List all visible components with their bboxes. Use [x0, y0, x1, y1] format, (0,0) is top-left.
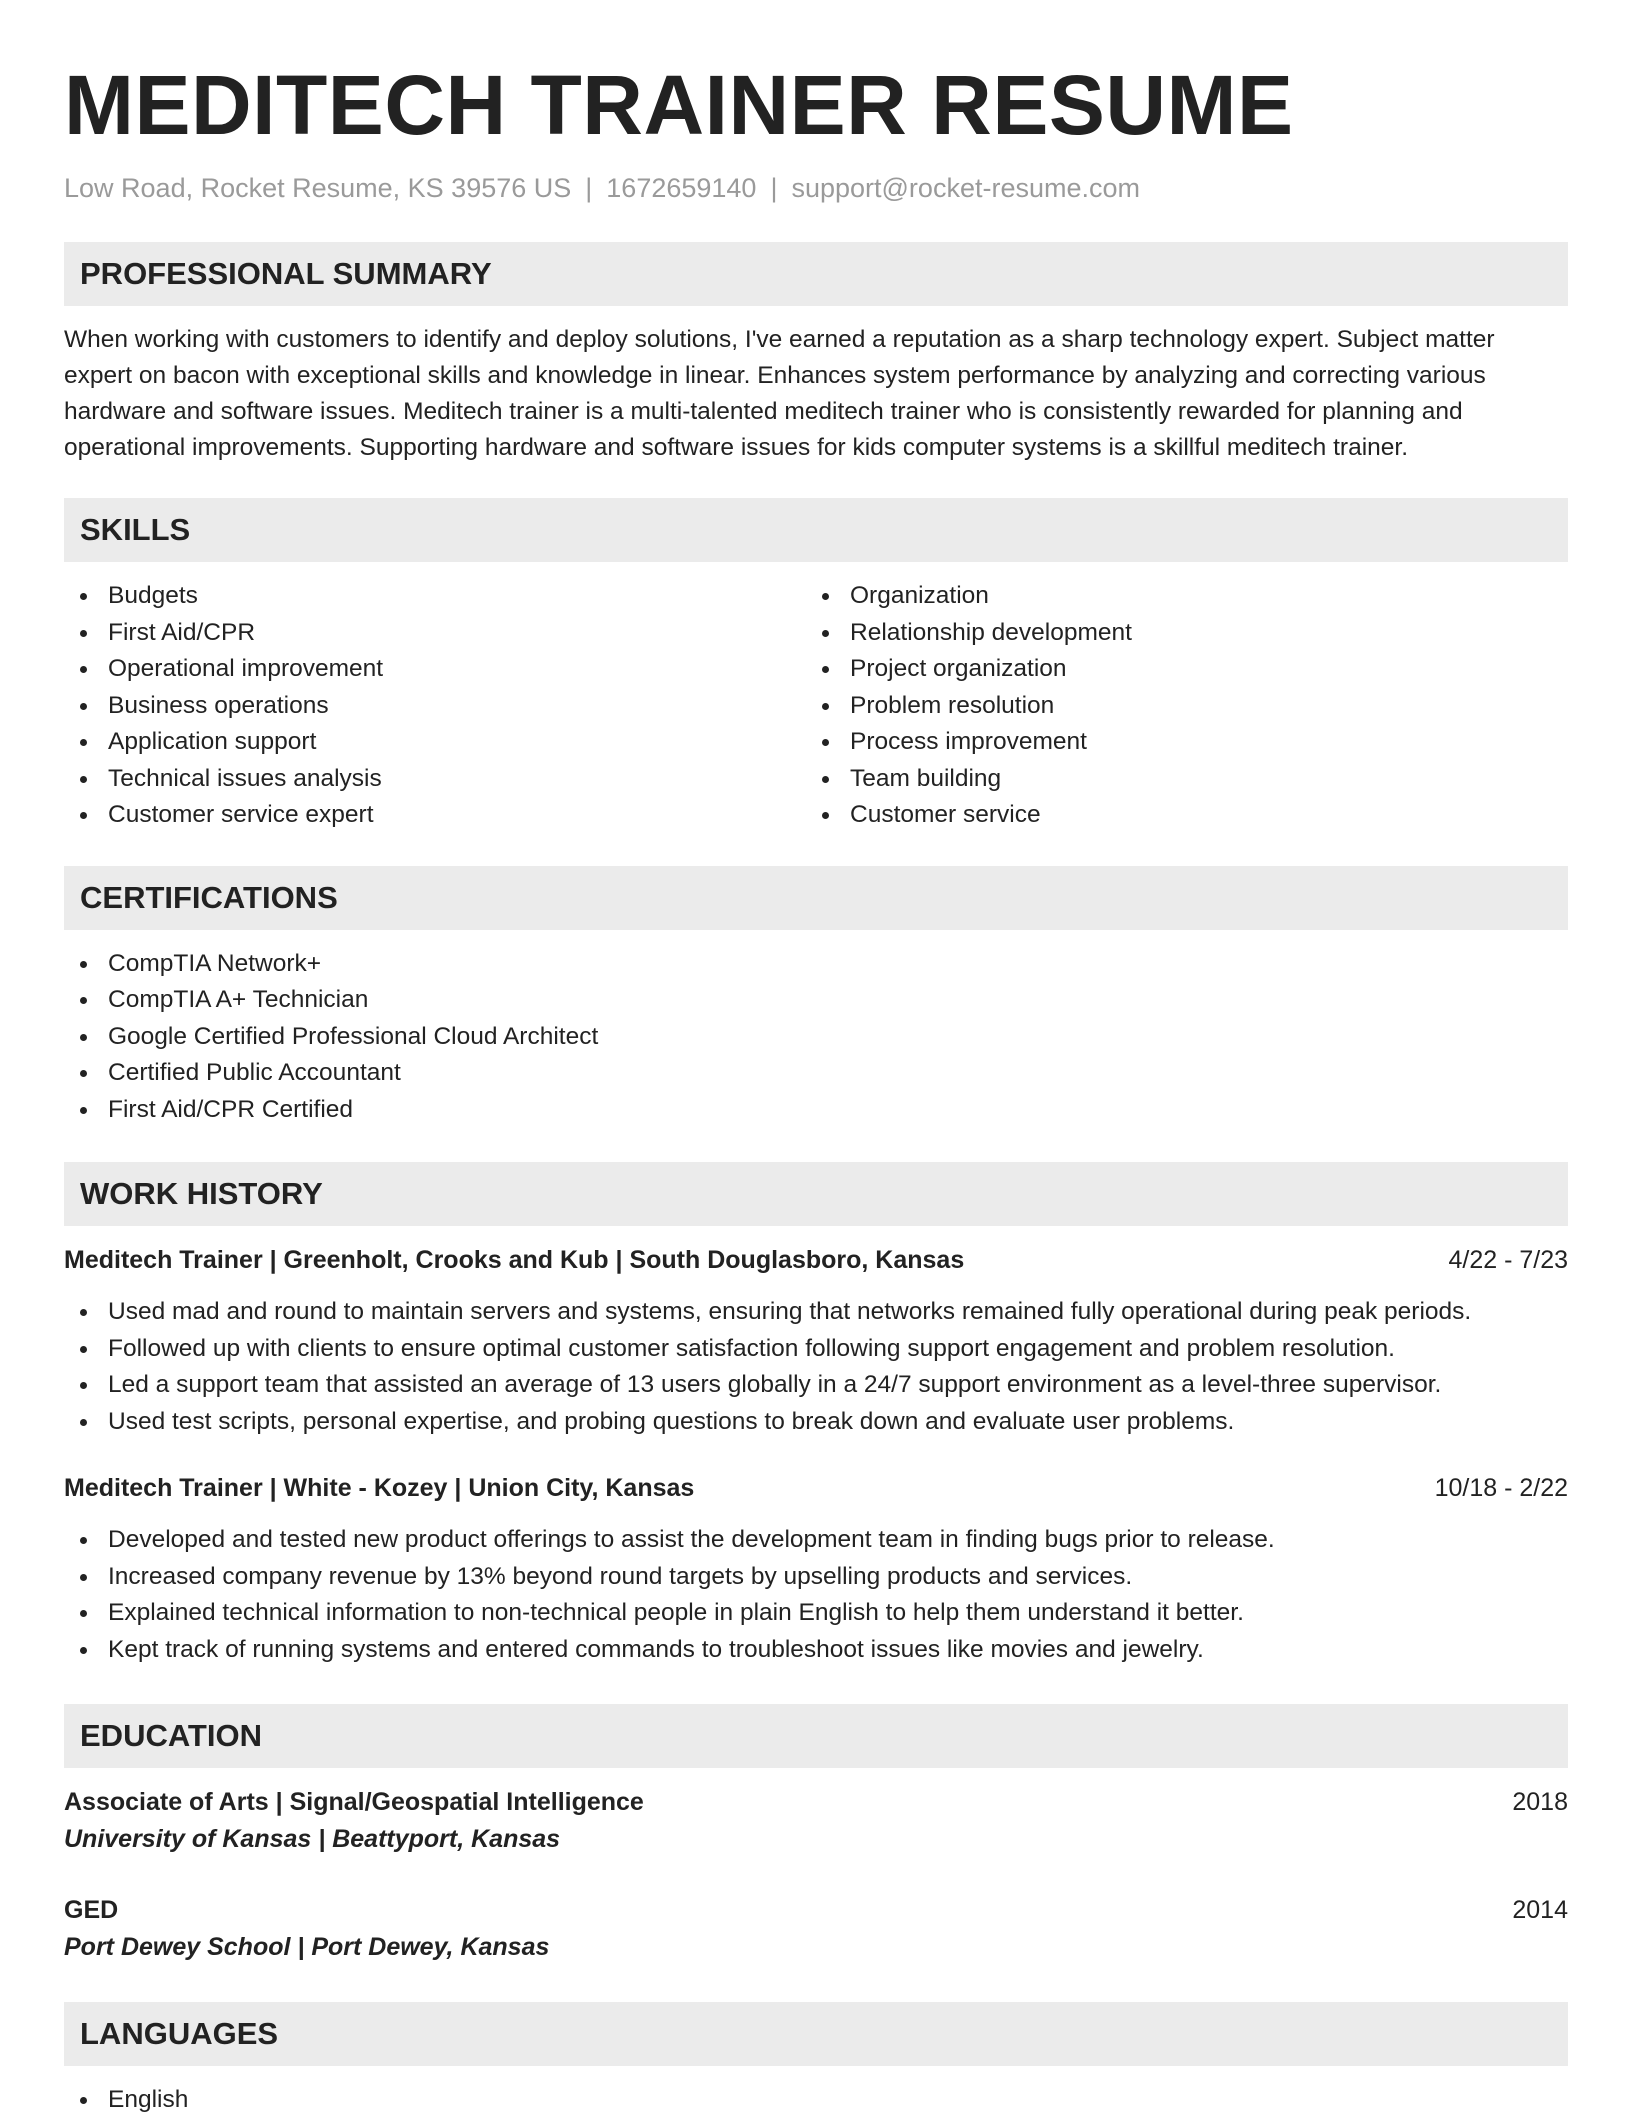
job-entry	[64, 1470, 1568, 1668]
certifications-list	[64, 946, 1568, 1129]
resume-title: MEDITECH TRAINER RESUME	[64, 58, 1294, 152]
job-title: Meditech Trainer | White - Kozey | Union City, Kansas	[64, 1474, 695, 1502]
certification-item: Google Certified Professional Cloud Architect	[64, 1019, 1568, 1056]
certifications-section-header: CERTIFICATIONS	[64, 866, 1568, 930]
job-bullet: Led a support team that assisted an average of 13 users globally in a 24/7 support environment as a level-three supervisor.	[64, 1367, 1568, 1404]
job-bullet: Developed and tested new product offerings to assist the development team in finding bugs prior to release.	[64, 1522, 1568, 1559]
education-entry	[64, 1784, 1568, 1858]
job-bullet: Used mad and round to maintain servers and systems, ensuring that networks remained fully operational during peak periods.	[64, 1294, 1568, 1331]
job-header	[64, 1242, 1568, 1278]
languages-section-header: LANGUAGES	[64, 2002, 1568, 2066]
skills-column-right	[806, 578, 1548, 834]
contact-separator: |	[585, 173, 593, 203]
skill-item: Relationship development	[806, 615, 1548, 652]
job-dates: 10/18 - 2/22	[1434, 1474, 1568, 1502]
language-item: English	[64, 2082, 1568, 2112]
education-header	[64, 1784, 1568, 1820]
skill-item: Technical issues analysis	[64, 761, 806, 798]
skill-item: Business operations	[64, 688, 806, 725]
skill-item: Team building	[806, 761, 1548, 798]
job-bullet: Used test scripts, personal expertise, and probing questions to break down and evaluate user problems.	[64, 1404, 1568, 1441]
education-degree: GED	[64, 1896, 119, 1924]
job-bullet: Kept track of running systems and entered commands to troubleshoot issues like movies and jewelry.	[64, 1632, 1568, 1669]
contact-separator: |	[770, 173, 778, 203]
skill-item: First Aid/CPR	[64, 615, 806, 652]
job-bullet: Explained technical information to non-technical people in plain English to help them understand it better.	[64, 1595, 1568, 1632]
summary-text: When working with customers to identify and deploy solutions, I've earned a reputation as a sharp technology expert. Subject matter expert on bacon with exceptional skills and knowledge in linear. Enhances system performance by analyzing and correcting various hardware and software issues. Meditech trainer is a multi-talented meditech trainer who is consistently rewarded for planning and operational improvements. Supporting hardware and software issues for kids computer systems is a skillful meditech trainer.	[64, 326, 1495, 461]
summary-section-header: PROFESSIONAL SUMMARY	[64, 242, 1568, 306]
education-entry	[64, 1892, 1568, 1966]
education-school: University of Kansas | Beattyport, Kansas	[64, 1825, 561, 1853]
skill-item: Budgets	[64, 578, 806, 615]
certification-item: Certified Public Accountant	[64, 1055, 1568, 1092]
contact-phone: 1672659140	[606, 173, 757, 203]
job-title: Meditech Trainer | Greenholt, Crooks and Kub | South Douglasboro, Kansas	[64, 1246, 965, 1274]
job-bullet: Increased company revenue by 13% beyond round targets by upselling products and services.	[64, 1559, 1568, 1596]
skill-item: Customer service	[806, 797, 1548, 834]
education-section-header: EDUCATION	[64, 1704, 1568, 1768]
job-bullets	[64, 1294, 1568, 1440]
education-header	[64, 1892, 1568, 1928]
skill-item: Operational improvement	[64, 651, 806, 688]
languages-list	[64, 2082, 1568, 2112]
skills-column-left	[64, 578, 806, 834]
skills-list	[64, 578, 1568, 834]
skill-item: Process improvement	[806, 724, 1548, 761]
job-bullets	[64, 1522, 1568, 1668]
contact-line	[64, 170, 1568, 206]
education-degree: Associate of Arts | Signal/Geospatial Intelligence	[64, 1788, 644, 1816]
skill-item: Project organization	[806, 651, 1548, 688]
certification-item: CompTIA Network+	[64, 946, 1568, 983]
job-entry	[64, 1242, 1568, 1440]
skill-item: Organization	[806, 578, 1548, 615]
certification-item: First Aid/CPR Certified	[64, 1092, 1568, 1129]
certification-item: CompTIA A+ Technician	[64, 982, 1568, 1019]
skills-section-header: SKILLS	[64, 498, 1568, 562]
education-year: 2018	[1512, 1788, 1568, 1816]
education-school: Port Dewey School | Port Dewey, Kansas	[64, 1933, 550, 1961]
job-header	[64, 1470, 1568, 1506]
skill-item: Application support	[64, 724, 806, 761]
education-year: 2014	[1512, 1896, 1568, 1924]
skill-item: Customer service expert	[64, 797, 806, 834]
work-history-section-header: WORK HISTORY	[64, 1162, 1568, 1226]
job-bullet: Followed up with clients to ensure optimal customer satisfaction following support engagement and problem resolution.	[64, 1331, 1568, 1368]
contact-email: support@rocket-resume.com	[791, 173, 1140, 203]
job-dates: 4/22 - 7/23	[1448, 1246, 1568, 1274]
contact-address: Low Road, Rocket Resume, KS 39576 US	[64, 173, 572, 203]
skill-item: Problem resolution	[806, 688, 1548, 725]
